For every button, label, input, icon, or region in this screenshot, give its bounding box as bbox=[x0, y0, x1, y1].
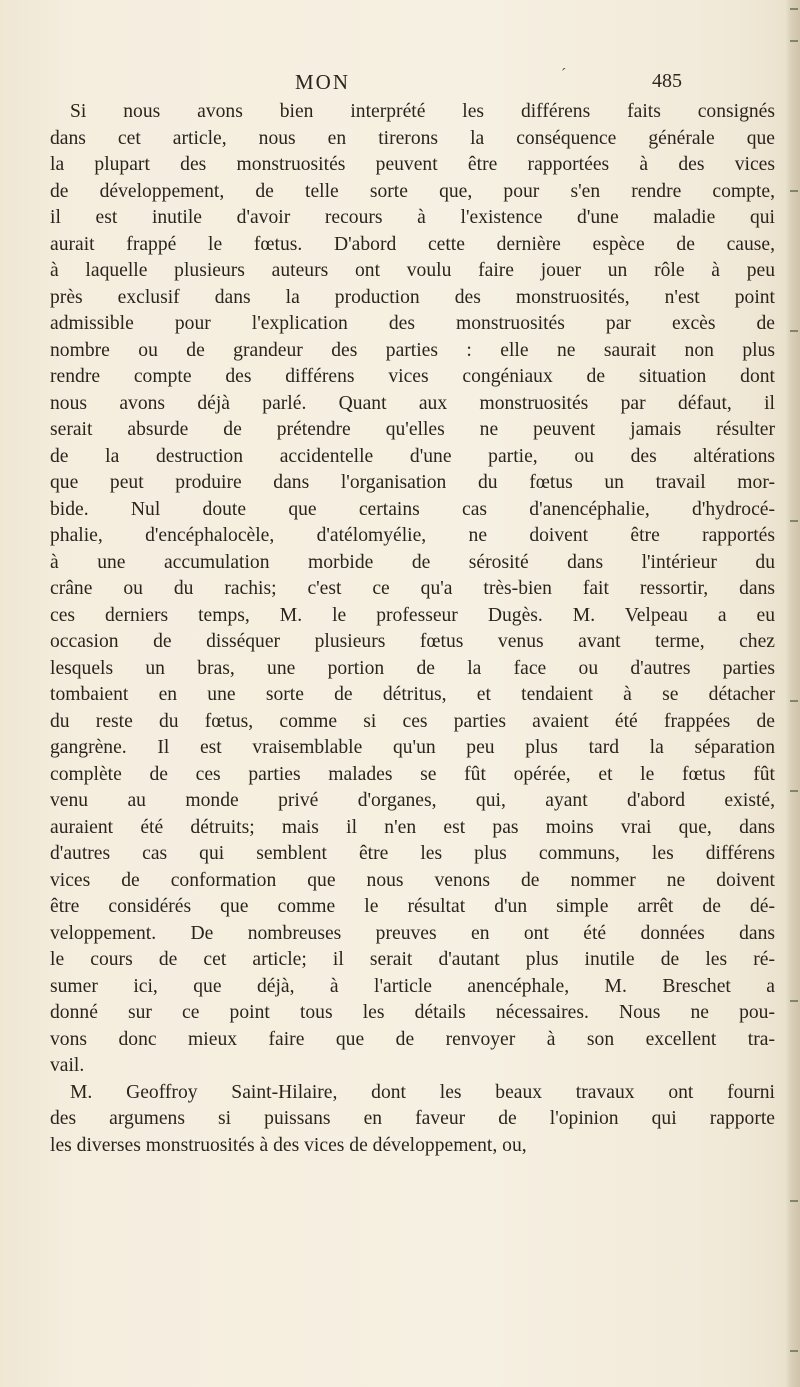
text-line: auraient été détruits; mais il n'en est pas moins vrai que, dans bbox=[50, 816, 775, 838]
text-line: nous avons déjà parlé. Quant aux monstruosités par défaut, il bbox=[50, 392, 775, 414]
edge-tick bbox=[790, 1200, 798, 1202]
stray-mark: ´ bbox=[561, 66, 567, 83]
text-line: aurait frappé le fœtus. D'abord cette dernière espèce de cause, bbox=[50, 233, 775, 255]
text-line: des argumens si puissans en faveur de l'opinion qui rapporte bbox=[50, 1108, 775, 1129]
text-line: à laquelle plusieurs auteurs ont voulu faire jouer un rôle à peu bbox=[50, 260, 775, 281]
text-line: être considérés que comme le résultat d'un simple arrêt de dé- bbox=[50, 896, 775, 917]
text-line: vons donc mieux faire que de renvoyer à son excellent tra- bbox=[50, 1028, 775, 1050]
text-line: gangrène. Il est vraisemblable qu'un peu plus tard la séparation bbox=[50, 737, 775, 758]
text-line: crâne ou du rachis; c'est ce qu'a très-bien fait ressortir, dans bbox=[50, 578, 775, 599]
text-line: ces derniers temps, M. le professeur Dugès. M. Velpeau a eu bbox=[50, 604, 775, 626]
text-line: vail. bbox=[50, 1055, 85, 1076]
page-edge bbox=[786, 0, 800, 1387]
edge-tick bbox=[790, 1350, 798, 1352]
text-line: bide. Nul doute que certains cas d'anencéphalie, d'hydrocé- bbox=[50, 498, 775, 520]
text-line: occasion de disséquer plusieurs fœtus venus avant terme, chez bbox=[50, 631, 775, 652]
edge-tick bbox=[790, 700, 798, 702]
page-number: 485 bbox=[652, 70, 682, 92]
text-line: rendre compte des différens vices congéniaux de situation dont bbox=[50, 366, 775, 387]
text-line: vices de conformation que nous venons de nommer ne doivent bbox=[50, 869, 775, 891]
text-line: sumer ici, que déjà, à l'article anencéphale, M. Breschet a bbox=[50, 975, 775, 997]
text-line: admissible pour l'explication des monstruosités par excès de bbox=[50, 313, 775, 334]
page-header bbox=[0, 66, 800, 98]
text-line: que peut produire dans l'organisation du fœtus un travail mor- bbox=[50, 472, 775, 493]
text-line: de développement, de telle sorte que, pour s'en rendre compte, bbox=[50, 180, 775, 202]
edge-tick bbox=[790, 8, 798, 10]
edge-tick bbox=[790, 1000, 798, 1002]
text-line: complète de ces parties malades se fût opérée, et le fœtus fût bbox=[50, 763, 775, 785]
text-line: lesquels un bras, une portion de la face ou d'autres parties bbox=[50, 657, 775, 679]
text-line: serait absurde de prétendre qu'elles ne peuvent jamais résulter bbox=[50, 419, 775, 440]
edge-tick bbox=[790, 330, 798, 332]
text-line: Si nous avons bien interprété les différens faits consignés bbox=[70, 101, 775, 122]
text-line: près exclusif dans la production des monstruosités, n'est point bbox=[50, 286, 775, 308]
text-line: de la destruction accidentelle d'une partie, ou des altérations bbox=[50, 445, 775, 467]
text-line: il est inutile d'avoir recours à l'existence d'une maladie qui bbox=[50, 207, 775, 228]
text-line: du reste du fœtus, comme si ces parties avaient été frappées de bbox=[50, 710, 775, 732]
text-line: donné sur ce point tous les détails nécessaires. Nous ne pou- bbox=[50, 1002, 775, 1023]
text-line: les diverses monstruosités à des vices de développement, ou, bbox=[50, 1134, 527, 1156]
text-line: tombaient en une sorte de détritus, et tendaient à se détacher bbox=[50, 684, 775, 705]
text-line: venu au monde privé d'organes, qui, ayant d'abord existé, bbox=[50, 790, 775, 811]
text-line: le cours de cet article; il serait d'autant plus inutile de les ré- bbox=[50, 949, 775, 970]
text-line: phalie, d'encéphalocèle, d'atélomyélie, ne doivent être rapportés bbox=[50, 525, 775, 546]
edge-tick bbox=[790, 790, 798, 792]
text-line: à une accumulation morbide de sérosité dans l'intérieur du bbox=[50, 551, 775, 573]
edge-tick bbox=[790, 190, 798, 192]
text-line: nombre ou de grandeur des parties : elle ne saurait non plus bbox=[50, 339, 775, 361]
body-text bbox=[50, 99, 775, 1159]
text-line: d'autres cas qui semblent être les plus communs, les différens bbox=[50, 843, 775, 864]
text-line: la plupart des monstruosités peuvent être rapportées à des vices bbox=[50, 154, 775, 175]
text-line: veloppement. De nombreuses preuves en ont été données dans bbox=[50, 922, 775, 944]
edge-tick bbox=[790, 520, 798, 522]
edge-tick bbox=[790, 40, 798, 42]
running-head: MON bbox=[295, 70, 351, 94]
text-line: M. Geoffroy Saint-Hilaire, dont les beaux travaux ont fourni bbox=[70, 1081, 775, 1103]
text-line: dans cet article, nous en tirerons la conséquence générale que bbox=[50, 127, 775, 149]
